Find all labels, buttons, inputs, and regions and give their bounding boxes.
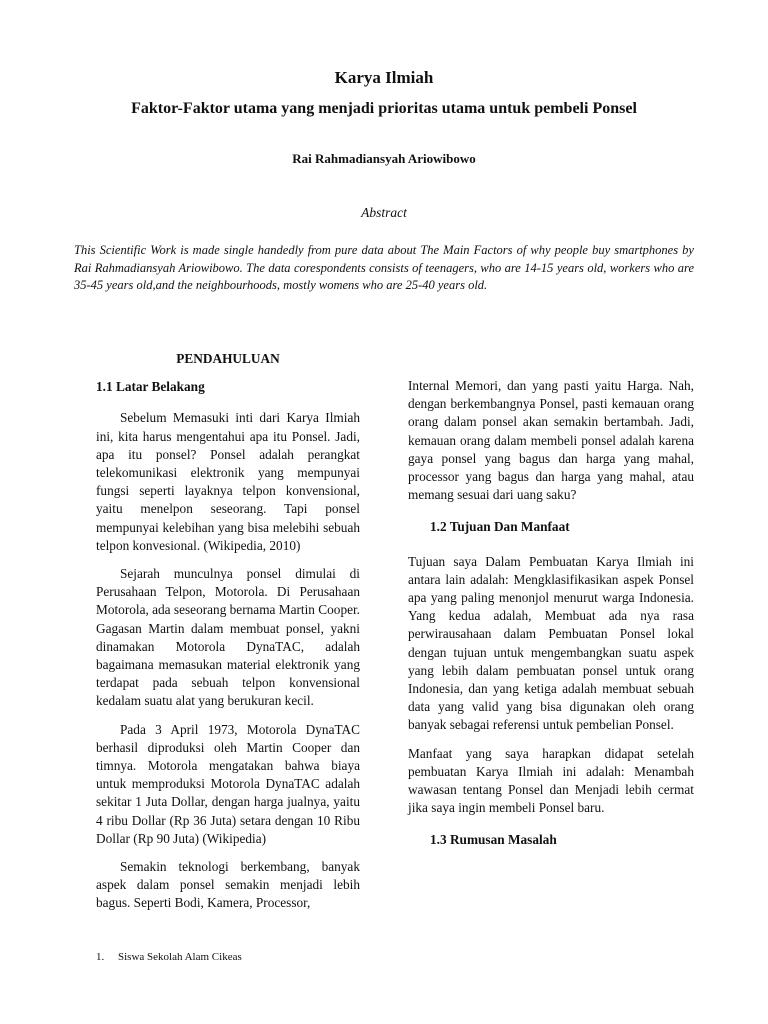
paragraph: Pada 3 April 1973, Motorola DynaTAC berhasil diproduksi oleh Martin Cooper dan timnya. Motorola mengatakan bahwa biaya untuk memproduksi Motorola DynaTAC adalah sekitar 1 Juta Dollar, dengan harga jualnya, yaitu 4 ribu Dollar (Rp 36 Juta) setara dengan 10 Ribu Dollar (Rp 90 Juta) (Wikipedia) [96,721,360,846]
paragraph-continuation: Internal Memori, dan yang pasti yaitu Harga. Nah, dengan berkembangnya Ponsel, pasti kemauan orang orang dalam ponsel akan semakin bertambah. Jadi, kemauan orang dalam membeli ponsel adalah karena gaya ponsel yang bagus dan harga yang mahal, processor yang bagus dan harga yang mahal, atau memang sesuai dari uang saku? [408,378,694,503]
heading-latar-belakang: 1.1 Latar Belakang [96,379,205,395]
left-column [96,350,360,923]
paragraph-manfaat: Manfaat yang saya harapkan didapat setelah pembuatan Karya Ilmiah ini adalah: Menambah wawasan tentang Ponsel dan Menjadi lebih cermat jika saya ingin membeli Ponsel baru. [408,745,694,816]
paragraph: Sejarah munculnya ponsel dimulai di Perusahaan Telpon, Motorola. Di Perusahaan Motorola, ada seseorang bernama Martin Cooper. Gagasan Martin dalam membuat ponsel, yakni dinamakan Motorola DynaTAC, adalah bagaimana memasukan material elektronik yang terdapat pada sebuah telpon konvensional kedalam suatu alat yang berukuran kecil. [96,566,361,709]
heading-rumusan-masalah: 1.3 Rumusan Masalah [430,832,557,848]
author-name: Rai Rahmadiansyah Ariowibowo [292,151,476,166]
paper-title: Karya Ilmiah [334,68,434,87]
paragraph-tujuan: Tujuan saya Dalam Pembuatan Karya Ilmiah ini antara lain adalah: Mengklasifikasikan aspek Ponsel apa yang paling menonjol menurut warga Indonesia. Yang kedua adalah, Membuat ada nya rasa perwirausahaan dalam Pembuatan Ponsel lokal dengan tujuan untuk mengembangkan suatu aspek yang lebih dalam pembuatan ponsel untuk orang Indonesia, dan yang ketiga adalah membuat sebuah data yang valid yang bisa digunakan oleh orang banyak sebagai referensi untuk pembelian Ponsel. [408,553,694,733]
heading-tujuan-dan-manfaat: 1.2 Tujuan Dan Manfaat [430,519,570,535]
paper-subtitle: Faktor-Faktor utama yang menjadi prioritas utama untuk pembeli Ponsel [131,100,637,117]
paragraph: Semakin teknologi berkembang, banyak aspek dalam ponsel semakin menjadi lebih bagus. Seperti Bodi, Kamera, Processor, [96,859,360,911]
footnote-text: Siswa Sekolah Alam Cikeas [118,951,242,963]
footnote [96,951,242,963]
footnote-number: 1. [96,951,105,963]
abstract-heading: Abstract [361,205,407,220]
section-title-pendahuluan: PENDAHULUAN [176,351,280,366]
abstract-text: This Scientific Work is made single handedly from pure data about The Main Factors of why people buy smartphones by Rai Rahmadiansyah Ariowibowo. The data corespondents consists of teenagers, who are 14-15 years old, workers who are 35-45 years old,and the neighbourhoods, mostly womens who are 25-40 years old. [74,243,694,292]
paragraph: Sebelum Memasuki inti dari Karya Ilmiah ini, kita harus mengentahui apa itu Ponsel. Jadi, apa itu ponsel? Ponsel adalah perangkat telekomunikasi elektronik yang mempunyai fungsi seperti layaknya telpon konvensional, yaitu menelpon seseorang. Tapi ponsel mempunyai kelebihan yang bisa melebihi sebuah telpon konvesional. (Wikipedia, 2010) [96,410,360,553]
right-column [408,377,694,866]
